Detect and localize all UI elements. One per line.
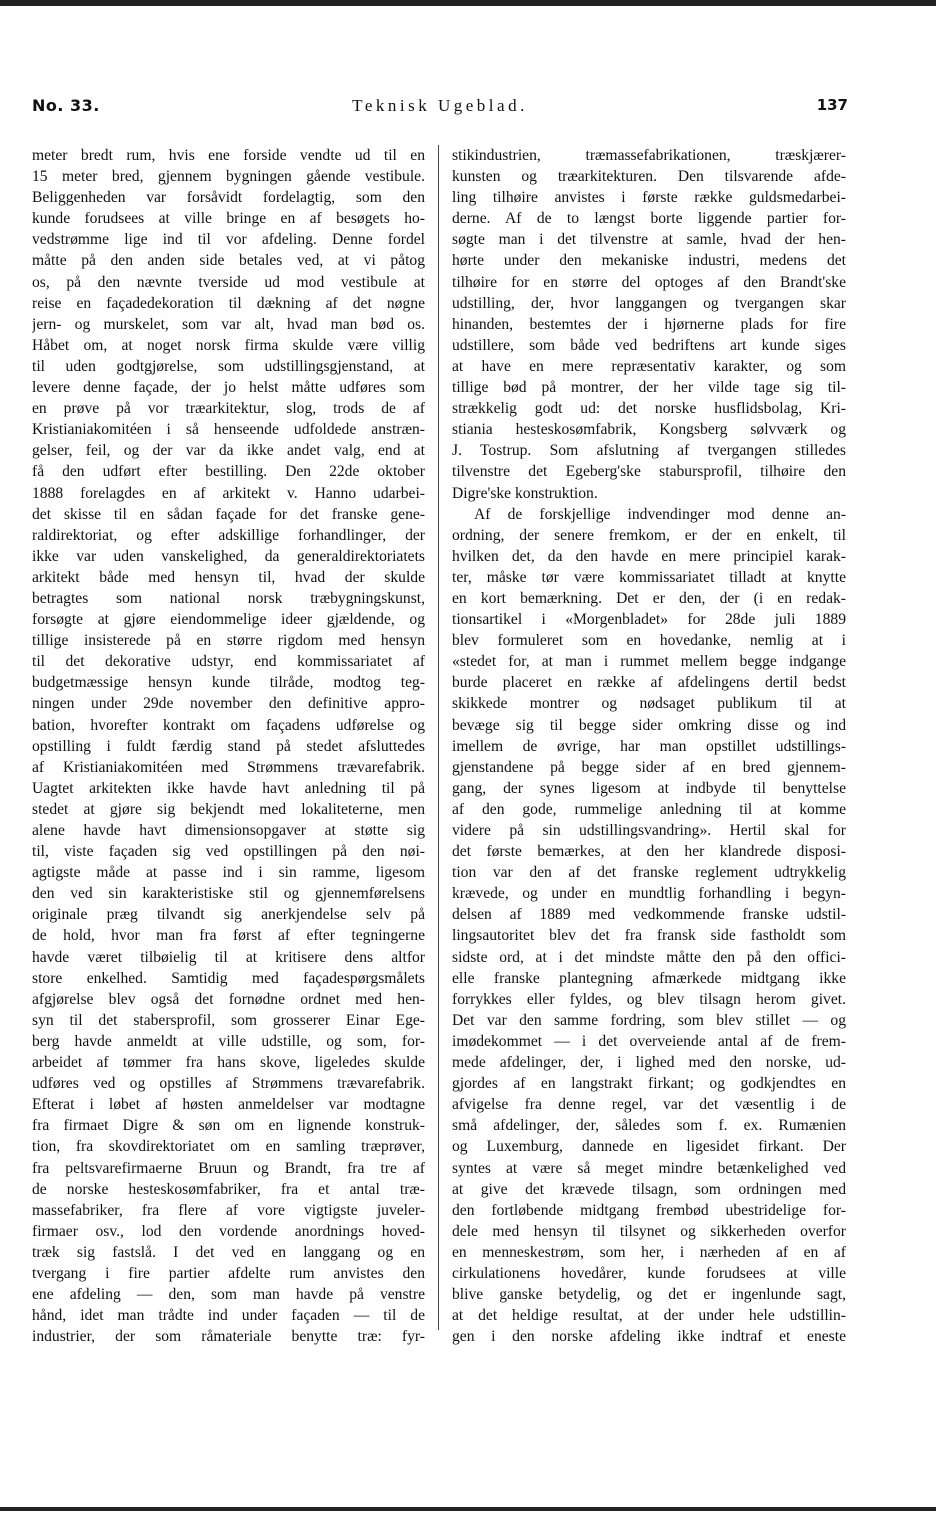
- text-line: hinanden, bestemtes der i hjørnerne plads for fire: [452, 315, 846, 333]
- text-line: at det heldige resultat, at der under hele udstillin-: [452, 1307, 846, 1325]
- text-line: stiania hesteskosømfabrik, Kongsberg sølvværk og: [452, 421, 846, 439]
- text-line: ordning, der senere fremkom, er der en enkelt, til: [452, 526, 846, 544]
- text-line: videre på sin udstillingsvandring». Hertil skal for: [452, 822, 846, 839]
- text-line: gelser, feil, og der var da ikke andet valg, end at: [32, 442, 425, 460]
- text-line: imødekommet — i det overveiende antal af de frem-: [452, 1032, 846, 1050]
- page-number: 137: [816, 96, 848, 114]
- text-line: Af de forskjellige indvendinger mod denne an-: [474, 505, 846, 523]
- text-line: gjenstandene på begge sider af en bred gjennem-: [452, 758, 846, 776]
- text-line: industrier, der som råmateriale benytte træ: fyr-: [32, 1328, 425, 1346]
- text-line: betragtes som national norsk træbygningskunst,: [32, 589, 425, 607]
- text-line: tilvenstre det Egeberg'ske stabursprofil, tilhøire den: [452, 463, 846, 481]
- text-line: en menneskestrøm, som her, i nærheden af en af: [452, 1243, 846, 1261]
- text-line: kunde forudsees at ville bringe en af besøgets ho-: [32, 210, 425, 228]
- text-line: store enkelhed. Samtidig med façadespørgsmålets: [32, 969, 425, 987]
- text-line: Digre'ske konstruktion.: [452, 484, 598, 502]
- text-line: Beliggenheden var forsåvidt fordelagtig, som den: [32, 189, 425, 207]
- text-line: stedet at gjøre sig bekjendt med lokaliteterne, men: [32, 800, 425, 818]
- text-line: at give det krævede tilsagn, som ordningen med: [452, 1180, 846, 1198]
- text-line: strækkelig godt ud: det norske husflidsbolag, Kri-: [452, 400, 846, 418]
- text-line: berg havde anmeldt at ville udstille, og som, for-: [32, 1032, 425, 1050]
- text-line: burde placeret en række af afdelingens dertil bedst: [452, 674, 846, 692]
- text-line: lingsautoritet blev det fra fransk side fastholdt som: [452, 927, 846, 945]
- text-line: levere denne façade, der jo helst måtte udføres som: [32, 379, 425, 397]
- text-line: raldirektoriat, og efter adskillige forhandlinger, der: [32, 526, 425, 544]
- text-line: mede afdelinger, der, i lighed med den norske, ud-: [452, 1054, 846, 1072]
- text-line: udføres ved og opstilles af Strømmens trævarefabrik.: [32, 1075, 425, 1093]
- page-header: [32, 96, 848, 124]
- text-line: vedstrømme lige ind til vor afdeling. Denne fordel: [32, 231, 425, 249]
- text-line: tvergang i fire partier afdelte rum anvistes den: [32, 1264, 425, 1282]
- top-border-rule: [0, 0, 936, 6]
- left-text-column: [32, 145, 425, 1347]
- text-line: elle franske plantegning afmærkede midtgang ikke: [452, 969, 846, 987]
- text-line: fra firmaet Digre & søn om en lignende konstruk-: [32, 1117, 425, 1135]
- text-line: tillige insisterede på en større rigdom med hensyn: [32, 632, 425, 650]
- text-line: hånd, idet man trådte ind under façaden — til de: [32, 1307, 425, 1325]
- text-line: hørte under den mekaniske industri, medens det: [452, 252, 846, 270]
- text-line: afvigelse fra denne regel, var det væsentlig i de: [452, 1096, 846, 1114]
- text-line: jern- og murskelet, som var alt, hvad man bød os.: [32, 315, 425, 333]
- text-line: de norske hesteskosømfabriker, fra et antal træ-: [32, 1180, 425, 1198]
- text-line: at have en mere repræsentativ karakter, og som: [452, 357, 846, 375]
- text-line: ter, måske tør være kommissariatet tilladt at knytte: [452, 568, 846, 586]
- text-line: Efterat i løbet af høsten anmeldelser var modtagne: [32, 1096, 425, 1114]
- column-divider: [438, 145, 439, 1330]
- text-line: en kort bemærkning. Det er den, der (i en redak-: [452, 589, 846, 607]
- text-line: alene havde havt dimensionsopgaver at støtte sig: [32, 822, 425, 839]
- text-line: stikindustrien, træmassefabrikationen, træskjærer-: [452, 147, 846, 164]
- text-line: 15 meter bred, gjennem bygningen gående vestibule.: [32, 168, 425, 186]
- text-line: træk sig fastslå. I det ved en langgang og en: [32, 1243, 425, 1261]
- text-line: bevæge sig til begge sider omkring disse og ind: [452, 716, 846, 734]
- text-line: til det dekorative udstyr, end kommissariatet af: [32, 653, 425, 671]
- text-line: opstilling i fuldt færdig stand på stedet afsluttedes: [32, 737, 425, 755]
- text-line: reise en façadedekoration til dækning af det nøgne: [32, 294, 425, 312]
- text-line: ikke var uden vanskelighed, da generaldirektoriatets: [32, 547, 425, 565]
- text-line: syntes at være så meget mindre betænkelighed ved: [452, 1159, 846, 1177]
- text-line: få den udført efter bestilling. Den 22de oktober: [32, 463, 425, 481]
- text-line: søgte man i det tilvenstre at samle, hvad der hen-: [452, 231, 846, 249]
- text-line: måtte på den anden side betales ved, at vi påtog: [32, 252, 425, 270]
- text-line: til, viste façaden sig ved opstillingen på den nøi-: [32, 843, 425, 861]
- journal-title: Teknisk Ugeblad.: [352, 96, 528, 115]
- text-line: sidste ord, at i det mindste måtte den på den offici-: [452, 948, 846, 966]
- text-line: Uagtet arkitekten ikke havde havt anledning til på: [32, 779, 425, 797]
- text-line: budgetmæssige hensyn kunde tilråde, modtog teg-: [32, 674, 425, 692]
- text-line: arkitekt både med hensyn til, hvad der skulde: [32, 568, 425, 586]
- text-line: forrykkes eller fyldes, og blev tilsagn herom givet.: [452, 990, 846, 1008]
- text-line: tilhøire for en større del optoges af den Brandt'ske: [452, 273, 846, 291]
- text-line: agtigste måde at passe ind i sin ramme, ligesom: [32, 864, 425, 882]
- text-line: «stedet for, at man i rummet mellem begge indgange: [452, 653, 846, 671]
- text-line: bation, hvorefter kontrakt om façadens udførelse og: [32, 716, 425, 734]
- text-line: firmaer osv., lod den vordende anordnings hoved-: [32, 1222, 425, 1240]
- text-line: af den gode, rummelige anledning til at komme: [452, 800, 846, 818]
- text-line: gen i den norske afdeling ikke indtraf et eneste: [452, 1328, 846, 1346]
- text-line: kunsten og træarkitekturen. Den tilsvarende afde-: [452, 168, 846, 186]
- text-line: det skisse til en sådan façade for det franske gene-: [32, 505, 425, 523]
- text-line: ningen under 29de november den definitive appro-: [32, 695, 425, 713]
- text-line: skikkede montrer og nødsaget publikum til at: [452, 695, 846, 713]
- text-line: forsøgte at gjøre eiendommelige ideer gjældende, og: [32, 611, 425, 629]
- text-line: blive ganske betydelig, og det er ingenlunde sagt,: [452, 1286, 846, 1304]
- text-line: krævede, og under en mundtlig forhandling i begyn-: [452, 885, 846, 903]
- text-line: gjordes af en langstrakt firkant; og godkjendtes en: [452, 1075, 846, 1093]
- bottom-border-rule: [0, 1507, 936, 1511]
- text-line: udstilling, der, hvor langgangen og tvergangen skar: [452, 294, 846, 312]
- text-line: tillige bød på montrer, der her vilde tage sig til-: [452, 379, 846, 397]
- text-line: tion, fra skovdirektoriatet om en samling træprøver,: [32, 1138, 425, 1156]
- text-line: den fortløbende midtgang frembød ubestridelige for-: [452, 1201, 846, 1219]
- text-line: blev formuleret som en hovedanke, nemlig at i: [452, 632, 846, 650]
- text-line: ene afdeling — den, som man havde på venstre: [32, 1286, 425, 1304]
- text-line: af Kristianiakomitéen med Strømmens trævarefabrik.: [32, 758, 425, 776]
- text-line: J. Tostrup. Som afslutning af tvergangen stilledes: [452, 442, 846, 460]
- text-line: massefabriker, fra flere af vore vigtigste juveler-: [32, 1201, 425, 1219]
- text-line: syn til det stabersprofil, som grosserer Einar Ege-: [32, 1011, 425, 1029]
- text-line: tion var den af det franske reglement udtrykkelig: [452, 864, 846, 882]
- text-line: hvilken det, da den havde en mere principiel karak-: [452, 547, 846, 565]
- text-line: arbeidet af tømmer fra hans skove, ligeledes skulde: [32, 1054, 425, 1072]
- text-line: cirkulationens hovedårer, kunde forudsees at ville: [452, 1264, 846, 1282]
- text-line: originale præg tilvandt sig anerkjendelse selv på: [32, 906, 425, 924]
- text-line: gang, der synes ligesom at indbyde til benyttelse: [452, 779, 846, 797]
- text-line: meter bredt rum, hvis ene forside vendte ud til en: [32, 147, 425, 164]
- text-line: og Luxemburg, dannede en ligesidet firkant. Der: [452, 1138, 846, 1156]
- text-line: imellem de øvrige, har man opstillet udstillings-: [452, 737, 846, 755]
- text-line: derne. Af de to længst borte liggende partier for-: [452, 210, 846, 228]
- text-line: små afdelinger, der, således som f. ex. Rumænien: [452, 1117, 846, 1135]
- text-line: en prøve på vor træarkitektur, slog, trods de af: [32, 400, 425, 418]
- text-line: udstillere, som både ved bedriftens art kunde siges: [452, 336, 846, 354]
- text-line: de hold, hvor man fra først af efter tegningerne: [32, 927, 425, 945]
- text-line: havde været tilbøielig til at kritisere dens altfor: [32, 948, 425, 966]
- text-line: afgjørelse blev også det fornødne ordnet med hen-: [32, 990, 425, 1008]
- text-line: Det var den samme fordring, som blev stillet — og: [452, 1011, 846, 1029]
- right-text-column: [452, 145, 846, 1347]
- text-line: tionsartikel i «Morgenbladet» for 28de juli 1889: [452, 611, 846, 629]
- text-line: ling tilhøire anvistes i første række guldsmedarbei-: [452, 189, 846, 207]
- text-line: 1888 forelagdes en af arkitekt v. Hanno udarbei-: [32, 484, 425, 502]
- text-line: dele med hensyn til tilsynet og sikkerheden overfor: [452, 1222, 846, 1240]
- text-line: delsen af 1889 med vedkommende franske udstil-: [452, 906, 846, 924]
- text-line: til uden godtgjørelse, som udstillingsgjenstand, at: [32, 357, 425, 375]
- issue-number: No. 33.: [32, 96, 100, 115]
- text-line: det første bemærkes, at den her klandrede disposi-: [452, 843, 846, 861]
- text-line: os, på den nævnte tverside ud mod vestibule at: [32, 273, 425, 291]
- text-line: den ved sin karakteristiske stil og gjennemførelsens: [32, 885, 425, 903]
- text-line: Håbet om, at noget norsk firma skulde være villig: [32, 336, 425, 354]
- text-line: Kristianiakomitéen i så henseende udfoldede anstræn-: [32, 421, 425, 439]
- text-line: fra peltsvarefirmaerne Bruun og Brandt, fra tre af: [32, 1159, 425, 1177]
